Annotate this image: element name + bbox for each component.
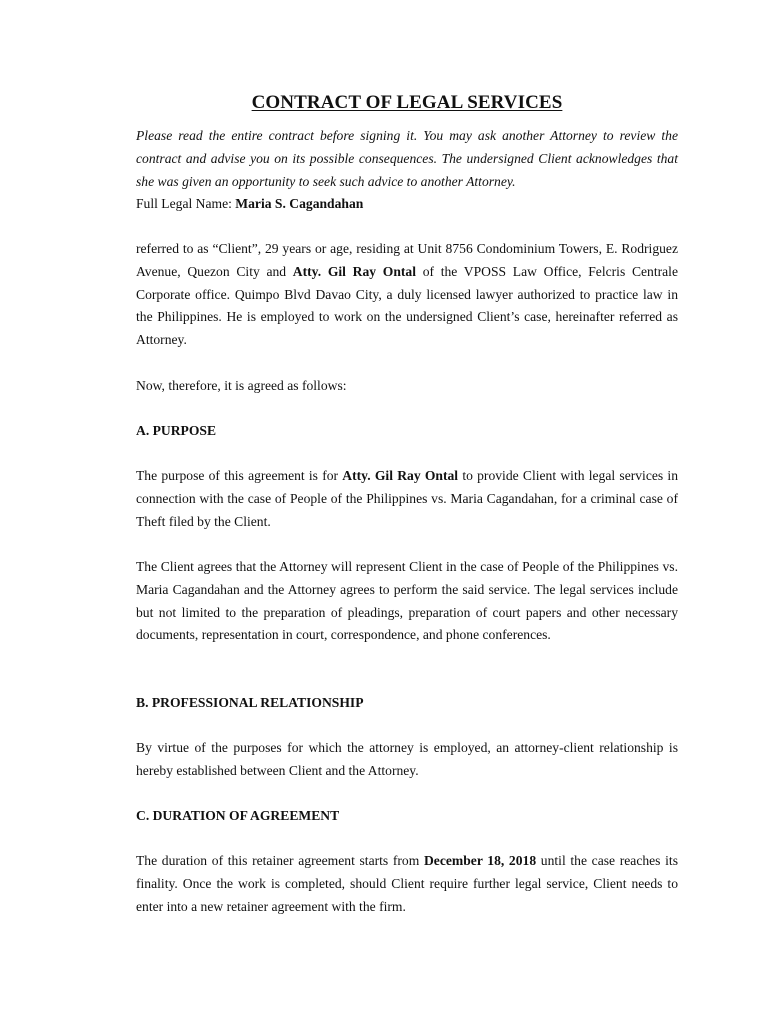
parties-text-2: of the VPOSS Law Office, Felcris Centrale Corporate office. Quimpo Blvd Davao City, a duly licensed lawyer authorized to practice law in the Philippines. He is employed to work on the undersigned Client’s case, hereinafter referred as Attorney.	[136, 263, 678, 348]
attorney-name: Atty. Gil Ray Ontal	[292, 263, 416, 279]
document-title: CONTRACT OF LEGAL SERVICES	[251, 92, 563, 113]
section-a-text-1: The purpose of this agreement is for	[136, 468, 343, 483]
section-a-attorney-name: Atty. Gil Ray Ontal	[342, 468, 459, 483]
section-a-paragraph-2: The Client agrees that the Attorney will represent Client in the case of People of the Philippines vs. Maria Cagandahan and the Attorney agrees to perform the said service. The legal services include but not limited to the preparation of pleadings, preparation of court papers and other necessary documents, representation in court, correspondence, and phone conferences.	[136, 559, 678, 643]
section-c-start-date: December 18, 2018	[423, 853, 537, 868]
section-a-text-2: to provide Client with legal services in connection with the case of People of the Philippines vs. Maria Cagandahan, for a criminal case of Theft filed by the Client.	[136, 468, 678, 529]
section-c-heading: C. DURATION OF AGREEMENT	[136, 808, 340, 823]
section-c-paragraph	[136, 850, 678, 918]
section-a-heading: A. PURPOSE	[136, 423, 217, 438]
full-legal-name-line	[136, 193, 678, 216]
full-name-value: Maria S. Cagandahan	[235, 196, 364, 211]
section-b-heading: B. PROFESSIONAL RELATIONSHIP	[136, 695, 364, 710]
parties-paragraph	[136, 238, 678, 352]
agreed-paragraph: Now, therefore, it is agreed as follows:	[136, 378, 347, 393]
full-name-label: Full Legal Name:	[136, 196, 236, 211]
parties-text-1: referred to as “Client”, 29 years or age, residing at Unit 8756 Condominium Towers, E. Rodriguez Avenue, Quezon City and	[136, 241, 678, 279]
section-a-paragraph-1	[136, 465, 678, 533]
section-b-paragraph: By virtue of the purposes for which the attorney is employed, an attorney-client relationship is hereby established between Client and the Attorney.	[136, 740, 678, 778]
section-c-text-1: The duration of this retainer agreement starts from	[136, 853, 424, 868]
intro-paragraph: Please read the entire contract before signing it. You may ask another Attorney to review the contract and advise you on its possible consequences. The undersigned Client acknowledges that she was given an opportunity to seek such advice to another Attorney.	[136, 128, 678, 189]
section-c-text-2: until the case reaches its finality. Once the work is completed, should Client require further legal service, Client needs to enter into a new retainer agreement with the firm.	[136, 853, 678, 914]
